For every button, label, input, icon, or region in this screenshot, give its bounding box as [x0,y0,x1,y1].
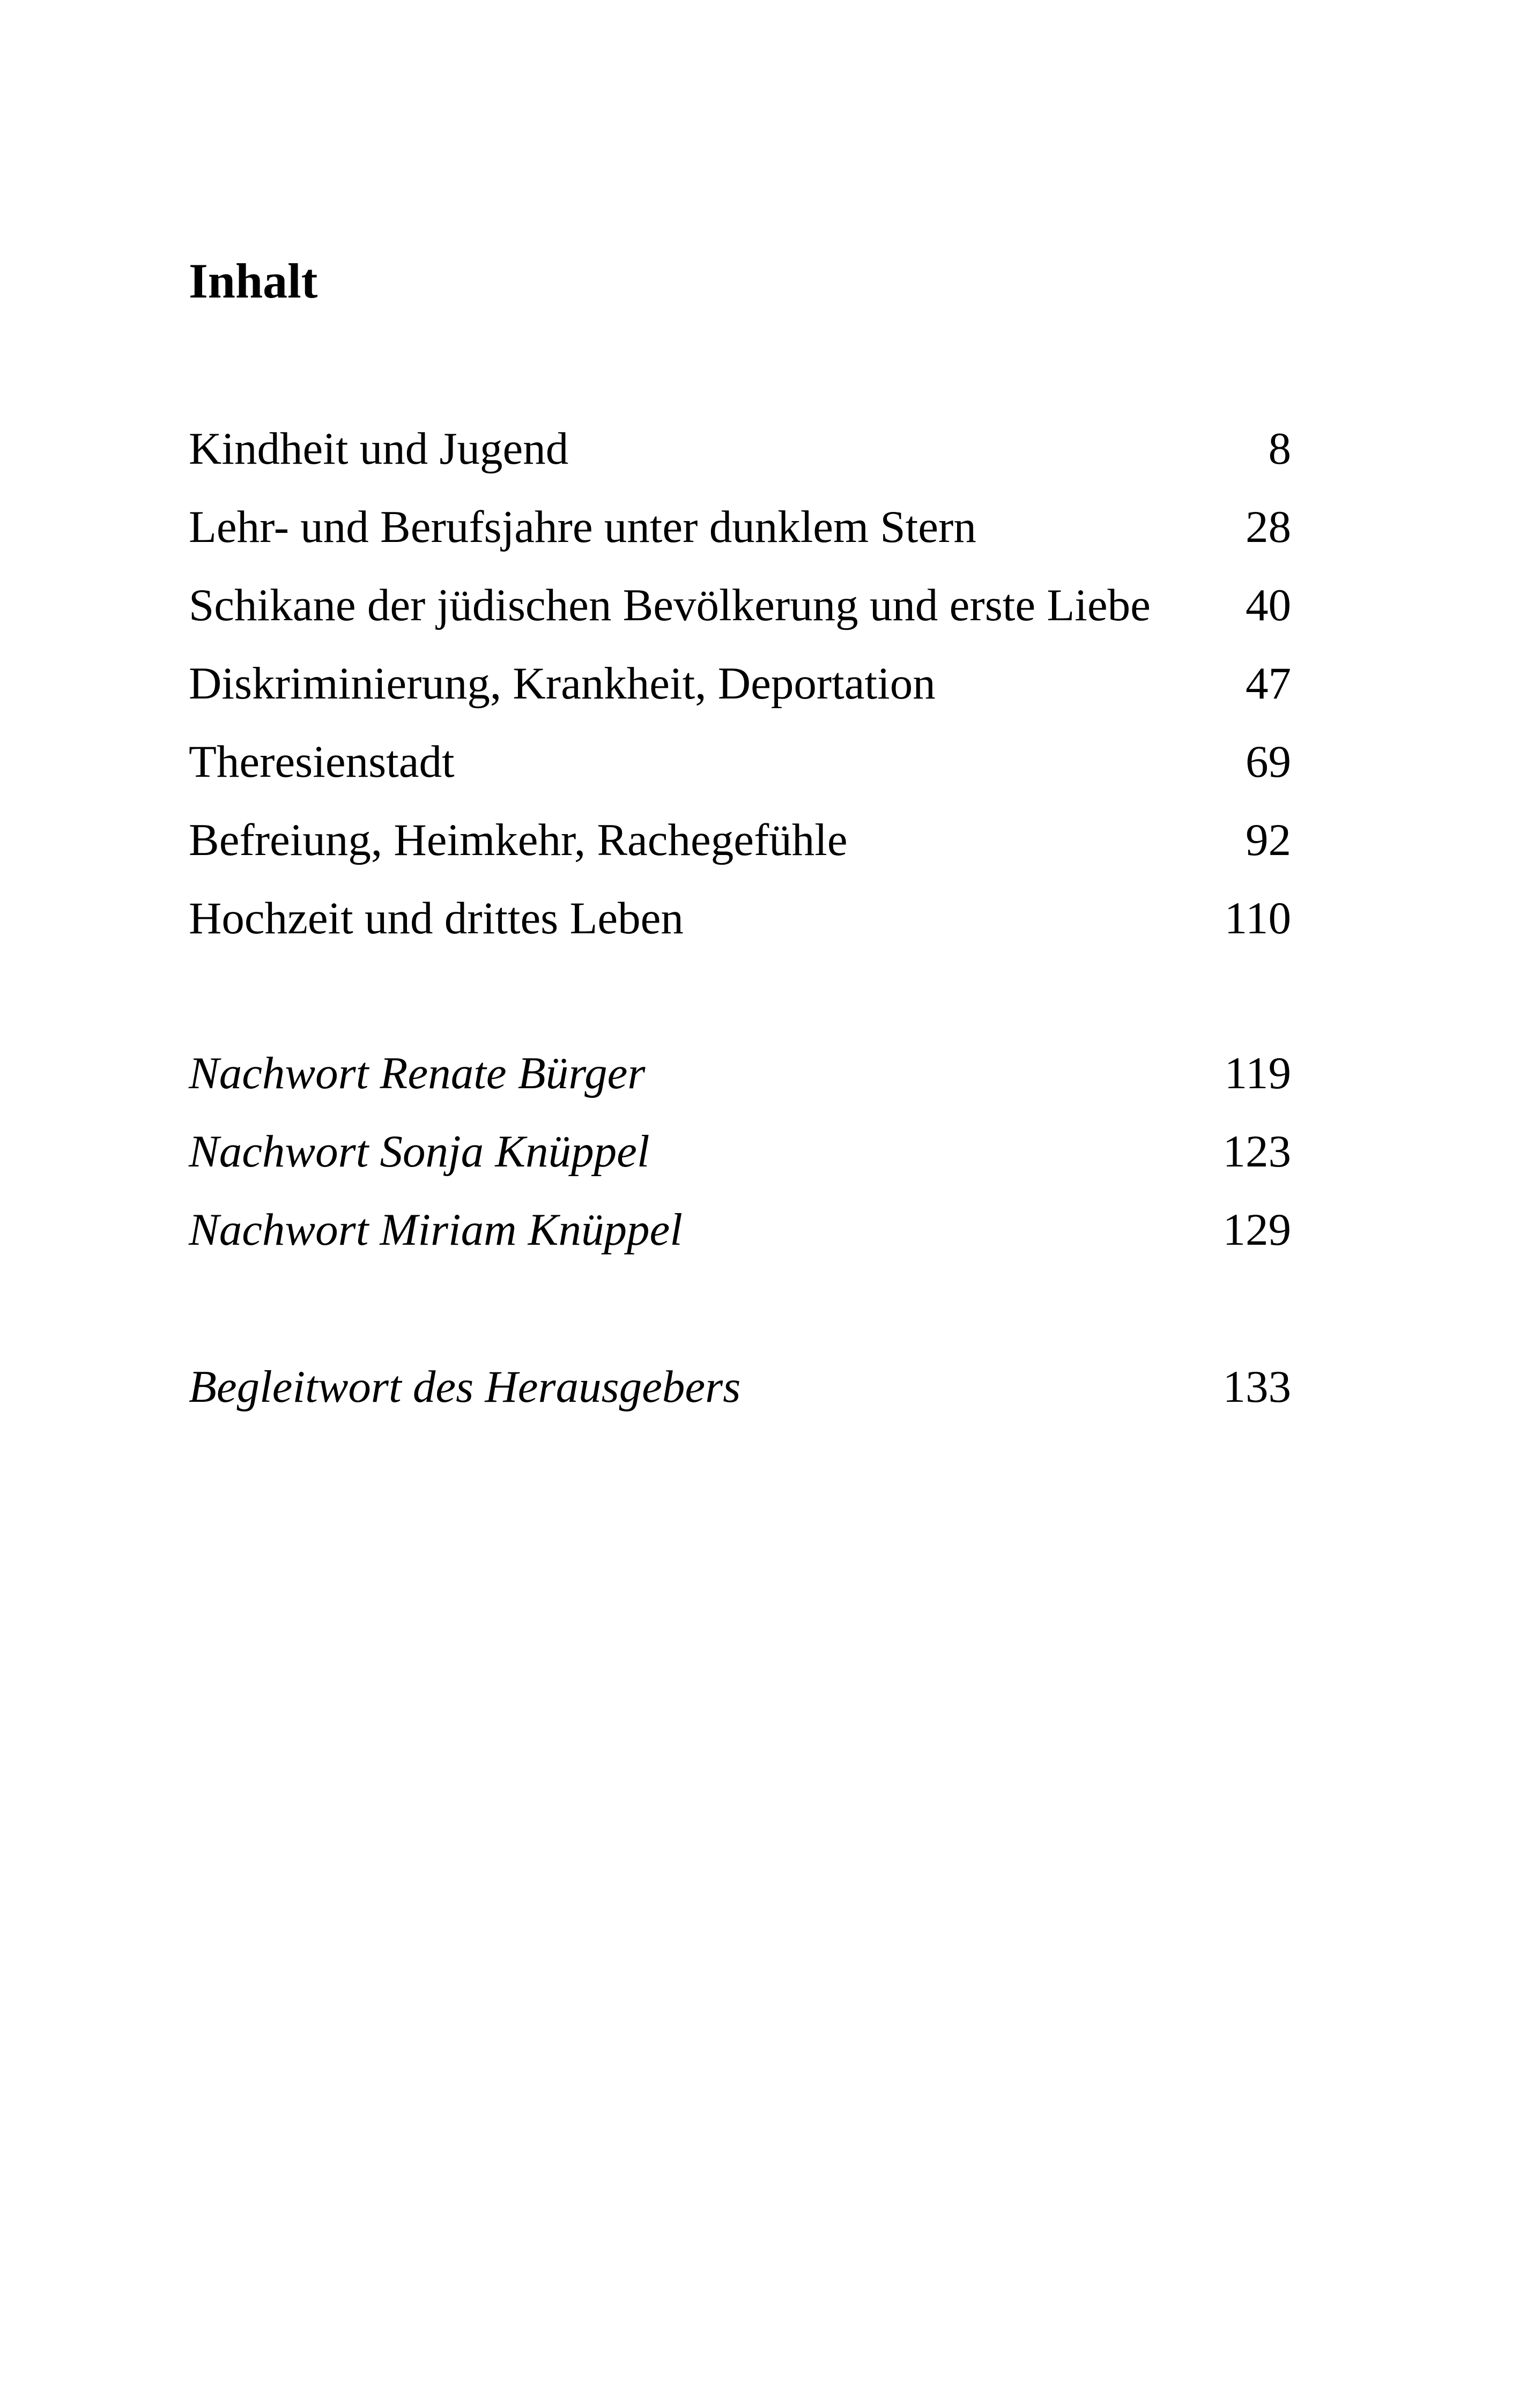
toc-entry-page: 110 [1224,893,1291,943]
toc-entry-title: Nachwort Miriam Knüppel [189,1205,683,1255]
toc-entry-page: 123 [1222,1126,1291,1177]
page-title: Inhalt [189,254,318,308]
toc-entry-page: 133 [1222,1362,1291,1412]
toc-entry [189,1126,1291,1207]
toc-entry-title: Theresienstadt [189,737,455,787]
toc-entry-page: 92 [1246,815,1291,865]
toc-editor-note [189,1364,1291,1443]
toc-entry-title: Diskriminierung, Krankheit, Deportation [189,658,936,709]
toc-entry [189,423,1291,504]
toc-entry-title: Lehr- und Berufsjahre unter dunklem Stern [189,502,976,552]
toc-entry [189,1048,1291,1129]
toc-entry [189,817,1291,896]
toc-entry-title: Nachwort Sonja Knüppel [189,1126,650,1177]
toc-entry [189,739,1291,817]
toc-entry [189,504,1291,583]
toc-entry-page: 40 [1246,580,1291,630]
toc-entry-page: 69 [1246,737,1291,787]
toc-entry-page: 28 [1246,502,1291,552]
toc-entry [189,1364,1291,1443]
toc-entry-title: Schikane der jüdischen Bevölkerung und erste Liebe [189,580,1151,630]
toc-entry-page: 119 [1224,1048,1291,1098]
toc-entry-page: 129 [1222,1205,1291,1255]
toc-entry-title: Kindheit und Jugend [189,423,569,474]
toc-chapters [189,423,1291,974]
toc-entry-page: 8 [1268,423,1291,474]
toc-entry-page: 47 [1246,658,1291,709]
toc-entry-title: Nachwort Renate Bürger [189,1048,646,1098]
toc-entry-title: Hochzeit und drittes Leben [189,893,684,943]
toc-entry [189,658,1291,739]
toc-entry [189,580,1291,661]
toc-entry [189,893,1291,974]
toc-entry-title: Begleitwort des Herausgebers [189,1362,741,1412]
toc-afterwords [189,1048,1291,1285]
toc-entry [189,1207,1291,1285]
toc-entry-title: Befreiung, Heimkehr, Rachegefühle [189,815,848,865]
